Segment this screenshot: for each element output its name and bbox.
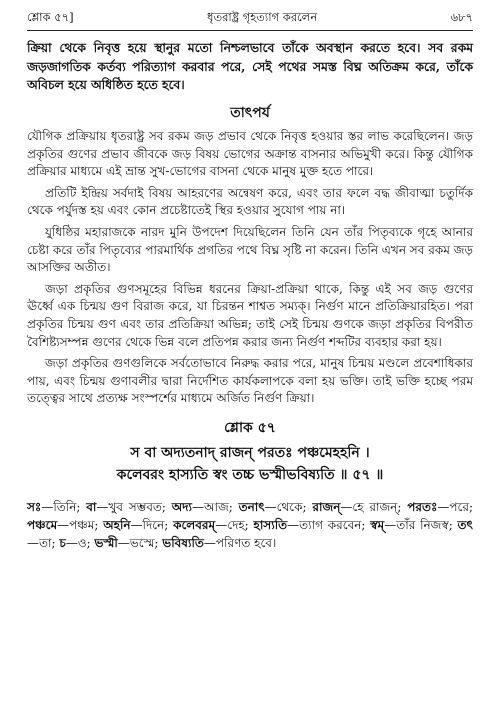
word-synonyms [27,498,473,552]
synonym-meaning: —পঞ্চম; [57,517,104,532]
synonym-meaning: —ভস্মে; [117,535,163,550]
header-chapter-title: ধৃতরাষ্ট্র গৃহত্যাগ করলেন [207,10,318,25]
synonym-word: হাস্যতি [253,517,288,532]
page [27,8,473,552]
synonym-meaning: —খুব সম্ভবত; [96,499,172,514]
purport-paragraph-3: যুধিষ্ঠির মহারাজকে নারদ মুনি উপদেশ দিয়েছিলেন তিনি যেন তাঁর পিতৃব্যকে গৃহে আনার চেষ্টা করে তাঁর পিতৃব্যের পারমার্থিক প্রগতির পথে বিঘ্ন সৃষ্টি না করেন। তিনি এখন সব রকম জড় আসক্তির অতীত। [27,225,473,275]
synonym-word: ভবিষ্যতি [162,535,204,550]
synonym-word: চ [59,535,66,550]
verse-title: শ্লোক ৫৭ [224,420,276,436]
verse-line-1: স বা অদ্যতনাদ্ রাজন্ পরতঃ পঞ্চমেহহনি । [130,444,370,461]
synonym-meaning: —দিনে; [130,517,174,532]
running-header [27,8,473,28]
purport-title: তাৎপর্য [230,104,270,121]
header-page-number: ৬৮৭ [450,10,473,25]
translation-text: ক্রিয়া থেকে নিবৃত্ত হয়ে স্থানুর মতো নিশ্চলভাবে তাঁকে অবস্থান করতে হবে। সব রকম জড়জাগতিক কর্তব্য পরিত্যাগ করবার পরে, সেই পথের সমস্ত বিঘ্ন অতিক্রম করে, তাঁকে অবিচল হয়ে অধিষ্ঠিত হতে হবে। [27,40,473,92]
purport-paragraph-4: জড়া প্রকৃতির গুণসমূহের বিভিন্ন ধরনের ক্রিয়া-প্রক্রিয়া থাকে, কিন্তু এই সব জড় গুণের ঊর্ধ্বে এক চিন্ময় গুণ বিরাজ করে, যা চিরন্তন শাশ্বত সম্যক্। নির্গুণ মানে প্রতিক্রিয়ারহিত। পরা প্রকৃতির চিন্ময় গুণ এবং তার প্রতিক্রিয়া অভিন্ন; তাই সেই চিন্ময় গুণকে জড়া প্রকৃতির বিপরীত বৈশিষ্ট্যসম্পন্ন গুণের থেকে ভিন্ন বলে প্রতিপন্ন করার জন্য নির্গুণ শব্দটির ব্যবহার করা হয়। [27,281,473,349]
synonym-word: রাজন্ [312,499,341,514]
synonym-meaning: —তা; [27,535,60,550]
synonym-word: ভস্মী [94,535,118,550]
synonym-meaning: —থেকে; [264,499,313,514]
synonym-word: কলেবরম্ [173,517,216,532]
synonym-word: সঃ [27,499,42,514]
synonym-word: অহনি [103,517,131,532]
purport-paragraph-1: যৌগিক প্রক্রিয়ায় ধৃতরাষ্ট্র সব রকম জড় প্রভাব থেকে নিবৃত্ত হওয়ার স্তর লাভ করেছিলেন। জড় প্রকৃতির গুণের প্রভাব জীবকে জড় বিষয় ভোগের অক্রান্ত বাসনার অভিমুখী করে। কিন্তু যৌগিক প্রক্রিয়ার মাধ্যমে এই ভ্রান্ত সুখ-ভোগের বাসনা থেকে মানুষ মুক্ত হতে পারে। [27,129,473,179]
purport-paragraph-5: জড়া প্রকৃতির গুণগুলিকে সর্বতোভাবে নিরুদ্ধ করার পরে, মানুষ চিন্ময় মণ্ডলে প্রবেশাধিকার পায়, এবং চিন্ময় গুণাবলীর দ্বারা নির্দেশিত কার্যকলাপকে বলা হয় ভক্তি। তাই ভক্তি হচ্ছে পরম তত্ত্বের সাথে প্রত্যক্ষ সংস্পর্শের মাধ্যমে অর্জিত নির্গুণ ক্রিয়া। [27,356,473,406]
synonym-word: অদ্য [171,499,192,514]
synonym-word: পরতঃ [407,499,438,514]
synonym-word: তৎ [457,517,473,532]
synonym-meaning: —ত্যাগ করবেন; [287,517,371,532]
synonym-word: পঞ্চমে [27,517,58,532]
verse-line-2: কলেবরং হাস্যতি স্বং তচ্চ ভস্মীভবিষ্যতি ॥ ৫৭ ॥ [116,466,384,483]
header-rule [27,30,473,31]
synonym-meaning: —হে রাজন্; [340,499,408,514]
synonym-meaning: —আজ; [191,499,239,514]
purport-paragraph-2: প্রতিটি ইন্দ্রিয় সর্বদাই বিষয় আহরণের অন্বেষণ করে, এবং তার ফলে বদ্ধ জীবাত্মা চতুর্দিক থেকে পর্যুদস্ত হয় এবং কোন প্রচেষ্টাতেই স্থির হওয়ার সুযোগ পায় না। [27,185,473,218]
synonym-word: বা [86,499,97,514]
synonym-meaning: —ও; [65,535,95,550]
header-verse-ref: শ্লোক ৫৭] [27,10,74,25]
synonym-word: তনাৎ [238,499,265,514]
synonym-meaning: —পরিণত হবে। [203,535,277,550]
synonym-meaning: —তিনি; [41,499,87,514]
synonym-meaning: —পরে; [437,499,473,514]
synonym-meaning: —তাঁর নিজস্ব; [384,517,458,532]
synonym-meaning: —দেহ; [215,517,254,532]
synonym-word: স্বম্ [370,517,385,532]
verse-text [27,442,473,486]
